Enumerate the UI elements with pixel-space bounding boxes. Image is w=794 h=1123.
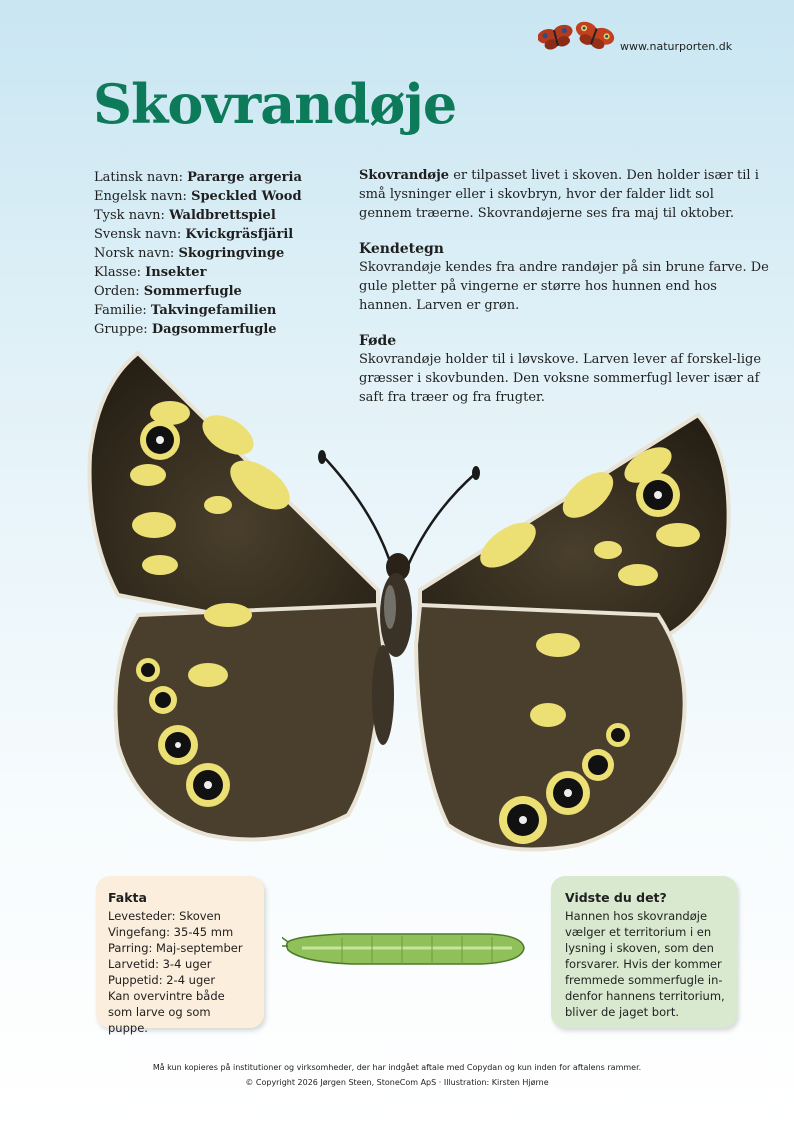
name-row-class: Klasse: Insekter bbox=[94, 265, 207, 280]
section-heading-kendetegn: Kendetegn bbox=[359, 241, 444, 257]
name-row-family: Familie: Takvingefamilien bbox=[94, 303, 277, 318]
facts-line: Levesteder: Skoven bbox=[108, 909, 221, 923]
facts-line: Parring: Maj-september bbox=[108, 941, 243, 955]
green-caterpillar-illustration bbox=[282, 928, 532, 968]
name-row-swedish: Svensk navn: Kvickgräsfjäril bbox=[94, 227, 294, 242]
name-row-german: Tysk navn: Waldbrettspiel bbox=[94, 208, 276, 223]
species-names-list bbox=[94, 168, 344, 339]
did-you-know-title: Vidste du det? bbox=[565, 890, 667, 905]
facts-line: Larvetid: 3-4 uger bbox=[108, 957, 212, 971]
section-text-fode: Skovrandøje holder til i løvskove. Larven lever af forskel-lige græsser i skovbunden. Den voksne sommerfugl lever især af saft fra træer og fra frugter. bbox=[359, 352, 762, 405]
facts-box-title: Fakta bbox=[108, 890, 147, 905]
footer bbox=[0, 1060, 794, 1090]
facts-line: Vingefang: 35-45 mm bbox=[108, 925, 234, 939]
site-url[interactable]: www.naturporten.dk bbox=[620, 40, 733, 53]
footer-license-text: Må kun kopieres på institutioner og virksomheder, der har indgået aftale med Copydan og kun inden for aftalens rammer. bbox=[152, 1063, 642, 1072]
facts-line: Kan overvintre både som larve og som puppe. bbox=[108, 989, 225, 1035]
intro-paragraph: Skovrandøje er tilpasset livet i skoven. Den holder især til i små lysninger eller i skovbryn, hvor der falder lidt sol gennem træerne. Skovrandøjerne ses fra maj til oktober. bbox=[359, 168, 759, 221]
section-heading-fode: Føde bbox=[359, 333, 397, 349]
facts-line: Puppetid: 2-4 uger bbox=[108, 973, 216, 987]
butterflies-logo-icon bbox=[538, 20, 618, 56]
section-text-kendetegn: Skovrandøje kendes fra andre randøjer på sin brune farve. De gule pletter på vingerne er større hos hunnen end hos hannen. Larven er grøn. bbox=[359, 260, 769, 313]
did-you-know-text: Hannen hos skovrandøje vælger et territorium i en lysning i skoven, som den forsvarer. Hvis der kommer fremmede sommerfugle in-denfor hannens territorium, bliver de jaget bort. bbox=[565, 909, 725, 1019]
footer-copyright-text: © Copyright 2026 Jørgen Steen, StoneCom ApS · Illustration: Kirsten Hjørne bbox=[245, 1078, 549, 1087]
name-row-order: Orden: Sommerfugle bbox=[94, 284, 242, 299]
did-you-know-box bbox=[551, 876, 737, 1028]
facts-box bbox=[96, 876, 264, 1035]
speckled-wood-butterfly-illustration bbox=[78, 345, 738, 885]
name-row-english: Engelsk navn: Speckled Wood bbox=[94, 189, 302, 204]
name-row-norwegian: Norsk navn: Skogringvinge bbox=[94, 246, 285, 261]
name-row-latin: Latinsk navn: Pararge argeria bbox=[94, 170, 302, 185]
page-title: Skovrandøje bbox=[93, 72, 457, 136]
name-row-group: Gruppe: Dagsommerfugle bbox=[94, 322, 277, 337]
